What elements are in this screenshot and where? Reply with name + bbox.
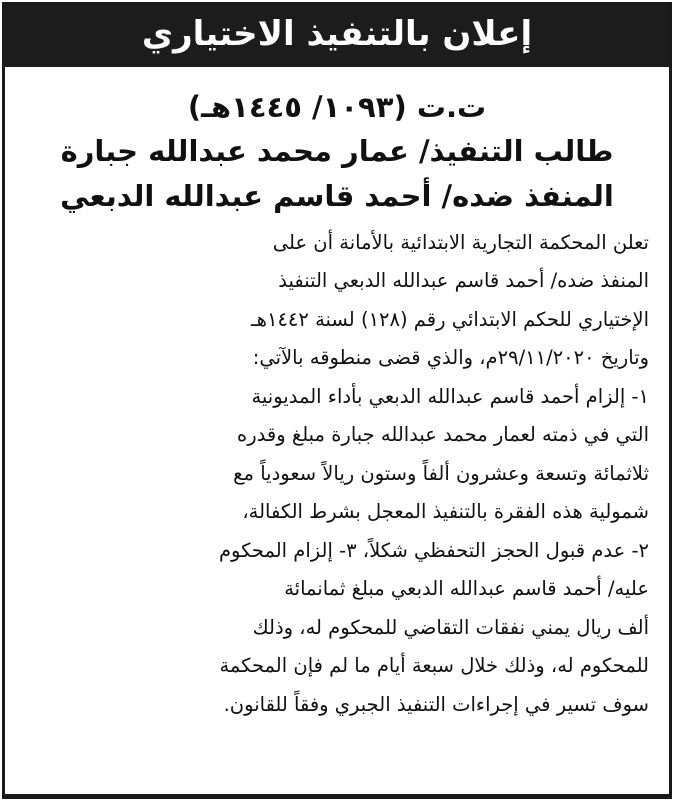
body-line: ألف ريال يمني نفقات التقاضي للمحكوم له، وذلك bbox=[252, 615, 649, 639]
respondent-line: المنفذ ضده/ أحمد قاسم عبدالله الدبعي bbox=[60, 178, 614, 213]
body-line: التي في ذمته لعمار محمد عبدالله جبارة مبلغ وقدره bbox=[237, 423, 649, 447]
notice-body bbox=[25, 224, 649, 725]
public-notice bbox=[2, 2, 672, 799]
body-line: سوف تسير في إجراءات التنفيذ الجبري وفقاً للقانون. bbox=[223, 692, 649, 716]
body-line: ثلاثمائة وتسعة وعشرون ألفاً وستون ريالاً سعودياً مع bbox=[233, 461, 649, 485]
notice-title: إعلان بالتنفيذ الاختياري bbox=[141, 14, 533, 54]
notice-header bbox=[5, 5, 669, 67]
case-number: ت.ت (١٠٩٣/ ١٤٤٥هـ) bbox=[187, 90, 487, 124]
body-line: الإختياري للحكم الابتدائي رقم (١٢٨) لسنة ١٤٤٢هـ bbox=[250, 307, 649, 331]
body-line: ١- إلزام أحمد قاسم عبدالله الدبعي بأداء المديونية bbox=[251, 384, 649, 408]
body-line: عليه/ أحمد قاسم عبدالله الدبعي مبلغ ثمانمائة bbox=[284, 577, 649, 601]
body-line: ٢- عدم قبول الحجز التحفظي شكلاً، ٣- إلزام المحكوم bbox=[218, 538, 649, 562]
body-line: وتاريخ ٢٩/١١/٢٠٢٠م، والذي قضى منطوقه بالآتي: bbox=[252, 346, 649, 370]
applicant-line: طالب التنفيذ/ عمار محمد عبدالله جبارة bbox=[60, 134, 614, 169]
body-line: المنفذ ضده/ أحمد قاسم عبدالله الدبعي التنفيذ bbox=[278, 269, 649, 293]
body-line: شمولية هذه الفقرة بالتنفيذ المعجل بشرط الكفالة، bbox=[242, 500, 649, 524]
body-line: للمحكوم له، وذلك خلال سبعة أيام ما لم فإن المحكمة bbox=[219, 654, 649, 678]
body-line: تعلن المحكمة التجارية الابتدائية بالأمانة أن على bbox=[272, 230, 649, 254]
